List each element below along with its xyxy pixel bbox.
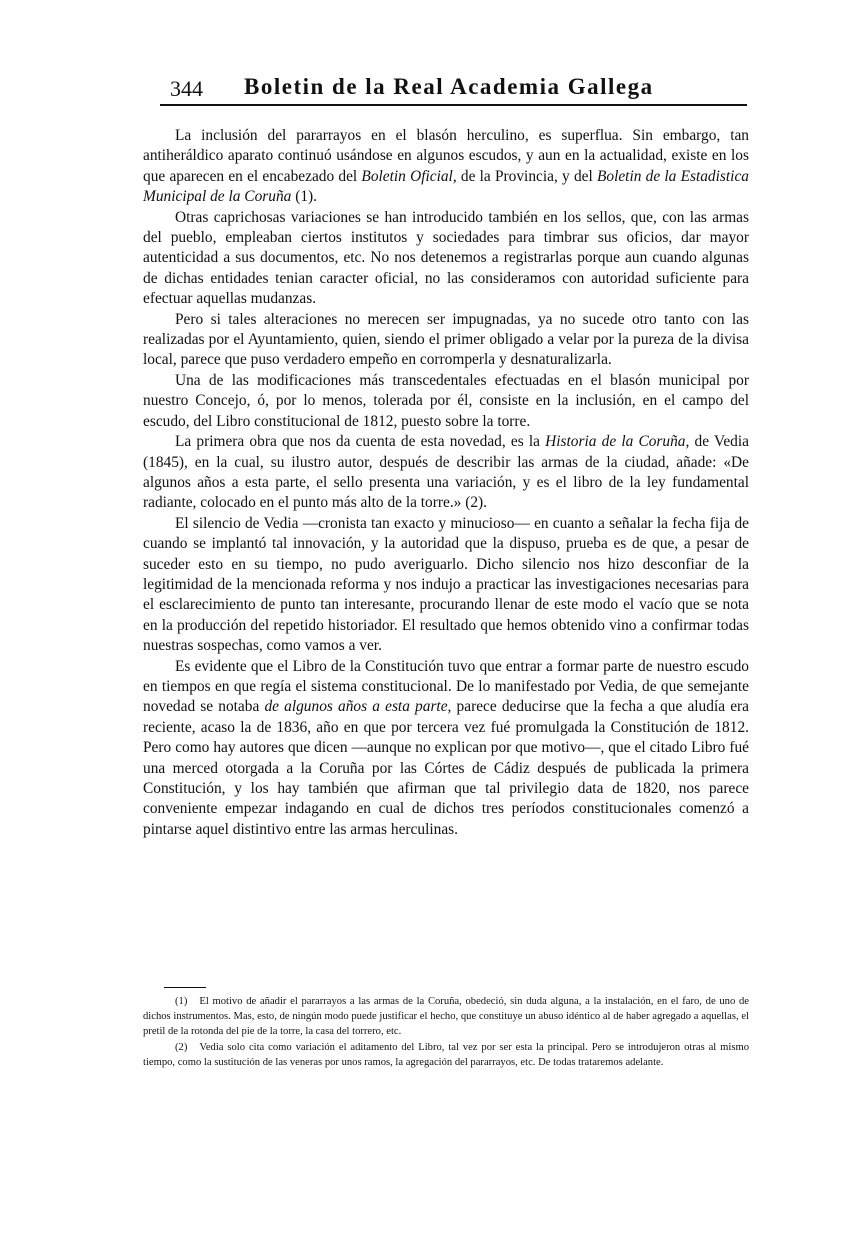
paragraph-text: La primera obra que nos da cuenta de esta novedad, es la bbox=[175, 433, 546, 451]
italic-quote: de algunos años a esta parte, bbox=[264, 698, 452, 716]
footnote-2 bbox=[143, 1040, 749, 1070]
paragraph-6: El silencio de Vedia —cronista tan exacto y minucioso— en cuanto a señalar la fecha fija de cuando se implantó tal innovación, y la autoridad que la dispuso, prueba es de que, a pesar de suceder esto en su tiempo, no pudo averiguarlo. Dicho silencio nos hizo desconfiar de la legitimidad de la mencionada reforma y nos indujo a practicar las investigaciones necesarias para el esclarecimiento de punto tan interesante, procurando llenar de este modo el vacío que se nota en la producción del repetido historiador. El resultado que hemos obtenido vino a confirmar todas nuestras sospechas, como vamos a ver. bbox=[143, 514, 749, 655]
footnotes bbox=[143, 994, 749, 1070]
running-title: Boletin de la Real Academia Gallega bbox=[244, 74, 654, 99]
header-rule bbox=[160, 104, 747, 106]
paragraph-5 bbox=[143, 432, 749, 514]
paragraph-1 bbox=[143, 126, 749, 208]
paragraph-text: de Vedia (1845), en la cual, su ilustro autor, después de describir las armas de la ciudad, añade: «De algunos años a esta parte, el sello presenta una variación, y es el libro de la ley fundamental radiante, colocado en el punto más alto de la torre.» (2). bbox=[143, 433, 749, 512]
paragraph-text: Es evidente que el Libro de la Constitución tuvo que entrar a formar parte de nuestro escudo en tiempos en que regía el sistema constitucional. De lo manifestado por Vedia, de que semejante novedad se notaba bbox=[143, 657, 749, 716]
paragraph-text: de la Provincia, y del bbox=[456, 167, 597, 185]
italic-title: Historia de la Coruña, bbox=[545, 433, 690, 451]
paragraph-3: Pero si tales alteraciones no merecen ser impugnadas, ya no sucede otro tanto con las realizadas por el Ayuntamiento, quien, siendo el primer obligado a velar por la pureza de la divisa local, parece que puso verdadero empeño en corromperla y desnaturalizarla. bbox=[143, 310, 749, 369]
italic-title: Boletin Oficial, bbox=[361, 167, 457, 185]
page-header bbox=[162, 74, 746, 108]
footnote-text: El motivo de añadir el pararrayos a las armas de la Coruña, obedeció, sin duda alguna, a la instalación, en el faro, de uno de dichos instrumentos. Mas, esto, de ningún modo puede justificar el hecho, que constituye un abuso idéntico al de haber agregado a aquellas, el pretil de la rotonda del pie de la torre, la casa del torrero, etc. bbox=[143, 996, 749, 1038]
footnote-1 bbox=[143, 994, 749, 1040]
paragraph-text: La inclusión del pararrayos en el blasón herculino, es superflua. Sin embargo, tan antiheráldico aparato continuó usándose en algunos escudos, y aun en la actualidad, existe en los que aparecen en el encabezado del bbox=[143, 127, 749, 185]
paragraph-2: Otras caprichosas variaciones se han introducido también en los sellos, que, con las armas del pueblo, empleaban ciertos institutos y sociedades para timbrar sus oficios, dar mayor autenticidad a sus documentos, etc. No nos detenemos a registrarlas porque aun cuando algunas de dichas entidades tenian caracter oficial, no las consideramos con autoridad suficiente para efectuar aquellas mudanzas. bbox=[143, 208, 749, 308]
footnote-text: Vedia solo cita como variación el aditamento del Libro, tal vez por ser esta la principal. Pero se introdujeron otras al mismo tiempo, como la sustitución de las veneras por unos ramos, la agregación del pararrayos, etc. De todas trataremos adelante. bbox=[143, 1041, 749, 1068]
page-number: 344 bbox=[170, 76, 203, 101]
footnote-rule bbox=[164, 987, 206, 988]
paragraph-text: parece deducirse que la fecha a que aludía era reciente, acaso la de 1836, año en que por tercera vez fué promulgada la Constitución de 1812. Pero como hay autores que dicen —aunque no explican por que motivo—, que el citado Libro fué una merced otorgada a la Coruña por las Córtes de Cádiz después de publicada la primera Constitución, y los hay también que afirman que tal privilegio data de 1820, nos parece conveniente empezar indagando en cual de dichos tres períodos constitucionales comenzó a pintarse aquel distintivo entre las armas herculinas. bbox=[143, 698, 750, 838]
paragraph-4: Una de las modificaciones más transcedentales efectuadas en el blasón municipal por nuestro Concejo, ó, por lo menos, tolerada por él, consiste en la inclusión, en el campo del escudo, del Libro constitucional de 1812, puesto sobre la torre. bbox=[143, 371, 749, 430]
paragraph-7 bbox=[143, 657, 749, 841]
footnote-mark: (1) bbox=[175, 996, 188, 1007]
body-text bbox=[143, 126, 749, 840]
footnote-mark: (2) bbox=[175, 1041, 188, 1053]
italic-title: Boletin de la Estadistica Municipal de la Coruña bbox=[143, 167, 749, 206]
paragraph-text: (1). bbox=[291, 188, 317, 206]
